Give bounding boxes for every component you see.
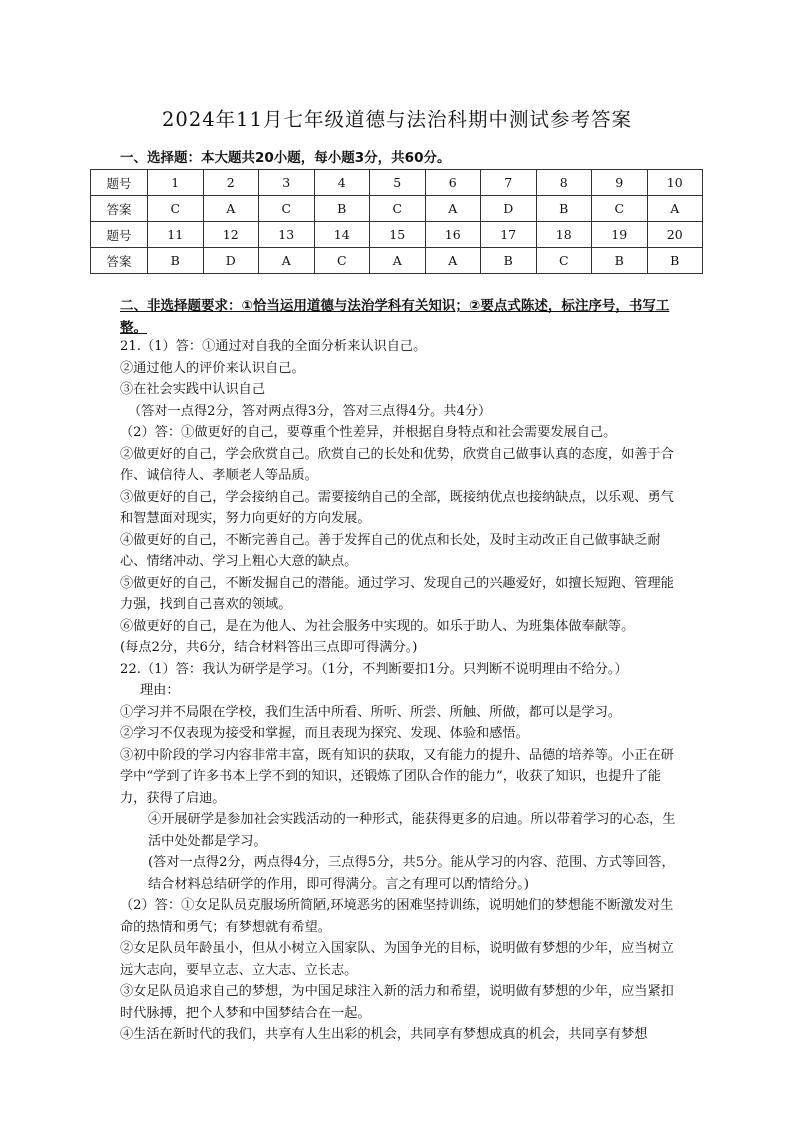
answer-line: ③在社会实践中认识自己 <box>120 382 266 397</box>
answer-line: ①学习并不局限在学校，我们生活中所看、所听、所尝、所触、所做，都可以是学习。 <box>120 704 622 720</box>
answer-line: ②通过他人的评价来认识自己。 <box>120 360 305 376</box>
row-label: 答案 <box>91 196 148 222</box>
table-cell: D <box>203 248 259 274</box>
table-row <box>91 170 703 196</box>
table-cell: 4 <box>314 170 370 196</box>
table-cell: C <box>370 196 426 222</box>
table-cell: 3 <box>259 170 315 196</box>
table-cell: B <box>536 196 592 222</box>
row-label: 答案 <box>91 248 148 274</box>
table-cell: B <box>314 196 370 222</box>
answers-body <box>120 336 676 1046</box>
answer-line: ③做更好的自己，学会接纳自己。需要接纳自己的全部，既接纳优点也接纳缺点，以乐观、勇气和智慧面对现实，努力向更好的方向发展。 <box>120 489 674 526</box>
answer-line: ⑤做更好的自己，不断发掘自己的潜能。通过学习、发现自己的兴趣爱好，如擅长短跑、管理能力强，找到自己喜欢的领域。 <box>120 575 674 612</box>
answer-line: 21.（1）答：①通过对自我的全面分析来认识自己。 <box>120 339 427 354</box>
answer-line: 22.（1）答：我认为研学是学习。（1分，不判断要扣1分。只判断不说明理由不给分。） <box>120 661 628 677</box>
table-cell: B <box>481 248 537 274</box>
table-cell: 16 <box>425 222 481 248</box>
answer-line: ②学习不仅表现为接受和掌握，而且表现为探究、发现、体验和感悟。 <box>120 726 529 741</box>
table-cell: 18 <box>536 222 592 248</box>
table-cell: C <box>536 248 592 274</box>
table-cell: 15 <box>370 222 426 248</box>
table-cell: B <box>148 248 204 274</box>
table-cell: 6 <box>425 170 481 196</box>
table-cell: C <box>314 248 370 274</box>
answer-line: (每点2分，共6分，结合材料答出三点即可得满分。) <box>120 640 418 655</box>
answer-line: （2）答：①做更好的自己，要尊重个性差异，并根据自身特点和社会需要发展自己。 <box>120 425 617 440</box>
table-row <box>91 248 703 274</box>
table-cell: 17 <box>481 222 537 248</box>
table-cell: A <box>425 196 481 222</box>
answer-line: ③初中阶段的学习内容非常丰富，既有知识的获取，又有能力的提升、品德的培养等。小正在研学中“学到了许多书本上学不到的知识，还锻炼了团队合作的能力”，收获了知识，也提升了能力，获得了启迪。 <box>120 747 674 806</box>
row-label: 题号 <box>91 222 148 248</box>
answer-table <box>90 169 703 274</box>
table-cell: 13 <box>259 222 315 248</box>
table-row <box>91 222 703 248</box>
answer-line: ②做更好的自己，学会欣赏自己。欣赏自己的长处和优势，欣赏自己做事认真的态度，如善于合作、诚信待人、孝顺老人等品质。 <box>120 446 674 483</box>
answer-line: ④做更好的自己，不断完善自己。善于发挥自己的优点和长处，及时主动改正自己做事缺乏耐心、情绪冲动、学习上粗心大意的缺点。 <box>120 532 661 569</box>
table-cell: 7 <box>481 170 537 196</box>
table-cell: A <box>203 196 259 222</box>
row-label: 题号 <box>91 170 148 196</box>
table-cell: 5 <box>370 170 426 196</box>
table-cell: 10 <box>647 170 703 196</box>
answer-line: ③女足队员追求自己的梦想，为中国足球注入新的活力和希望，说明做有梦想的少年，应当紧扣时代脉搏，把个人梦和中国梦结合在一起。 <box>120 984 674 1021</box>
answer-line: ④开展研学是参加社会实践活动的一种形式，能获得更多的启迪。所以带着学习的心态，生活中处处都是学习。 <box>148 812 676 849</box>
answer-line: （答对一点得2分，答对两点得3分，答对三点得4分。共4分） <box>128 403 492 419</box>
answer-line: 理由： <box>140 683 180 698</box>
table-cell: 2 <box>203 170 259 196</box>
table-cell: A <box>647 196 703 222</box>
table-cell: C <box>148 196 204 222</box>
table-cell: 14 <box>314 222 370 248</box>
table-cell: A <box>370 248 426 274</box>
table-cell: D <box>481 196 537 222</box>
answer-line: ②女足队员年龄虽小，但从小树立入国家队、为国争光的目标，说明做有梦想的少年，应当树立远大志向，要早立志、立大志、立长志。 <box>120 941 674 978</box>
table-cell: 9 <box>592 170 648 196</box>
table-cell: B <box>647 248 703 274</box>
table-cell: 12 <box>203 222 259 248</box>
table-cell: A <box>259 248 315 274</box>
table-cell: C <box>592 196 648 222</box>
table-row <box>91 196 703 222</box>
table-cell: A <box>425 248 481 274</box>
table-cell: C <box>259 196 315 222</box>
table-cell: 20 <box>647 222 703 248</box>
page-title: 2024年11月七年级道德与法治科期中测试参考答案 <box>162 108 632 131</box>
section1-heading: 一、选择题：本大题共20小题，每小题3分，共60分。 <box>120 150 451 166</box>
table-cell: 8 <box>536 170 592 196</box>
answer-line: （2）答：①女足队员克服场所简陋,环境恶劣的困难坚持训练，说明她们的梦想能不断激发对生命的热情和勇气；有梦想就有希望。 <box>120 898 674 935</box>
answer-line: ④生活在新时代的我们，共享有人生出彩的机会，共同享有梦想成真的机会，共同享有梦想 <box>120 1027 648 1042</box>
table-cell: 1 <box>148 170 204 196</box>
table-cell: B <box>592 248 648 274</box>
section2-heading: 二、非选择题要求：①恰当运用道德与法治学科有关知识；②要点式陈述，标注序号，书写工整。 <box>120 298 670 336</box>
answer-line: ⑥做更好的自己，是在为他人、为社会服务中实现的。如乐于助人、为班集体做奉献等。 <box>120 618 635 634</box>
answer-line: (答对一点得2分，两点得4分，三点得5分，共5分。能从学习的内容、范围、方式等回答，结合材料总结研学的作用，即可得满分。言之有理可以酌情给分。) <box>148 855 675 892</box>
table-cell: 11 <box>148 222 204 248</box>
table-cell: 19 <box>592 222 648 248</box>
